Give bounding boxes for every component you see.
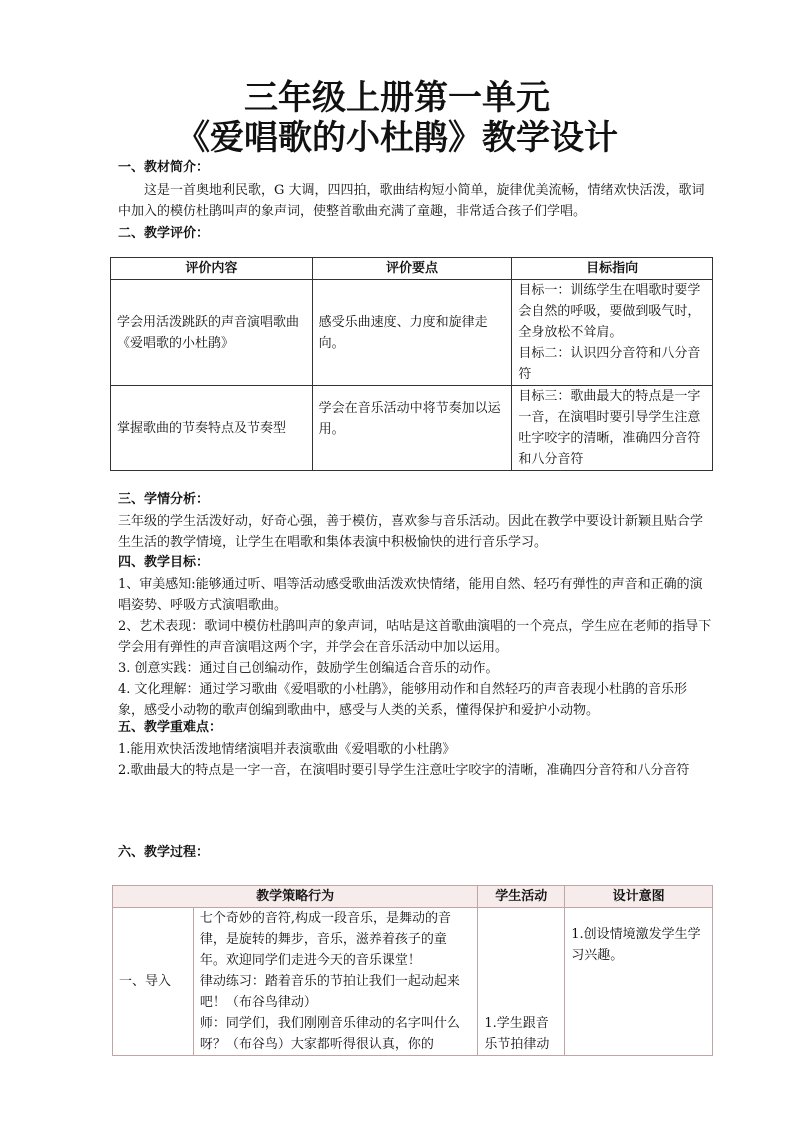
table-row	[111, 386, 713, 471]
goal-text: 目标二：认识四分音符和八分音符	[518, 346, 701, 382]
table-cell: 学会用活泼跳跃的声音演唱歌曲《爱唱歌的小杜鹃》	[111, 280, 313, 386]
table-header-cell: 设计意图	[565, 886, 713, 908]
section-text-intro: 这是一首奥地利民歌，G 大调，四四拍，歌曲结构短小简单，旋律优美流畅，情绪欢快活泼，歌词中加入的模仿杜鹃叫声的象声词，使整首歌曲充满了童趣，非常适合孩子们学唱。	[118, 183, 705, 219]
objective-item: 2、艺术表现：歌词中模仿杜鹃叫声的象声词，咕咕是这首歌曲演唱的一个亮点，学生应在老师的指导下学会用有弹性的声音演唱这两个字，并学会在音乐活动中加以运用。	[118, 619, 712, 655]
strategy-text: 七个奇妙的音符,构成一段音乐，是舞动的音律，是旋转的舞步，音乐，滋养着孩子的童年。欢迎同学们走进今天的音乐课堂！	[199, 911, 452, 968]
table-row	[113, 908, 713, 1056]
objective-item: 3. 创意实践：通过自己创编动作，鼓励学生创编适合音乐的动作。	[118, 661, 499, 676]
table-header-cell: 评价要点	[312, 258, 512, 280]
table-cell: 掌握歌曲的节奏特点及节奏型	[111, 386, 313, 471]
page-title-line2: 《爱唱歌的小杜鹃》教学设计	[176, 118, 618, 158]
table-header-cell: 学生活动	[478, 886, 565, 908]
objective-item: 4. 文化理解：通过学习歌曲《爱唱歌的小杜鹃》，能够用动作和自然轻巧的声音表现小杜鹃的音乐形象，感受小动物的歌声创编到歌曲中，感受与人类的关系，懂得保护和爱护小动物。	[118, 682, 688, 718]
page-title-line1: 三年级上册第一单元	[244, 78, 550, 118]
table-header-cell: 评价内容	[111, 258, 313, 280]
section-heading-evaluation: 二、教学评价：	[118, 226, 210, 241]
strategy-cell	[193, 908, 477, 1056]
goal-text: 目标一：训练学生在唱歌时要学会自然的呼吸，要做到吸气时，全身放松不耸肩。	[518, 283, 701, 340]
intent-cell: 1.创设情境激发学生学习兴趣。	[565, 908, 713, 1056]
table-cell: 学会在音乐活动中将节奏加以运用。	[312, 386, 512, 471]
section-heading-objectives: 四、教学目标：	[118, 555, 210, 570]
table-header-cell: 目标指向	[512, 258, 713, 280]
keypoint-item: 2.歌曲最大的特点是一字一音，在演唱时要引导学生注意吐字咬字的清晰，准确四分音符和八分音符	[118, 763, 690, 778]
section-heading-intro: 一、教材简介：	[118, 160, 210, 175]
table-header-cell: 教学策略行为	[113, 886, 478, 908]
keypoint-item: 1.能用欢快活泼地情绪演唱并表演歌曲《爱唱歌的小杜鹃》	[118, 742, 456, 757]
table-header-row	[113, 886, 713, 908]
section-heading-analysis: 三、学情分析：	[118, 492, 210, 507]
table-cell: 感受乐曲速度、力度和旋律走向。	[312, 280, 512, 386]
section-heading-keypoints: 五、教学重难点：	[118, 720, 223, 735]
activity-cell: 1.学生跟音乐节拍律动	[478, 908, 565, 1056]
table-cell	[512, 280, 713, 386]
section-heading-process: 六、教学过程：	[118, 845, 210, 860]
section-text-analysis: 三年级的学生活泼好动，好奇心强，善于模仿，喜欢参与音乐活动。因此在教学中要设计新颖且贴合学生生活的教学情境，让学生在唱歌和集体表演中积极愉快的进行音乐学习。	[118, 514, 704, 550]
process-table	[112, 885, 713, 1056]
strategy-text: 师：同学们，我们刚刚音乐律动的名字叫什么呀？（布谷鸟）大家都听得很认真，你的	[199, 1016, 460, 1052]
strategy-text: 律动练习：踏着音乐的节拍让我们一起动起来吧！（布谷鸟律动）	[199, 974, 460, 1010]
table-cell: 目标三：歌曲最大的特点是一字一音，在演唱时要引导学生注意吐字咬字的清晰，准确四分音符和八分音符	[512, 386, 713, 471]
evaluation-table	[110, 257, 713, 471]
table-row	[111, 280, 713, 386]
stage-cell: 一、导入	[113, 908, 194, 1056]
objective-item: 1、审美感知:能够通过听、唱等活动感受歌曲活泼欢快情绪，能用自然、轻巧有弹性的声音和正确的演唱姿势、呼吸方式演唱歌曲。	[118, 577, 703, 613]
table-header-row	[111, 258, 713, 280]
